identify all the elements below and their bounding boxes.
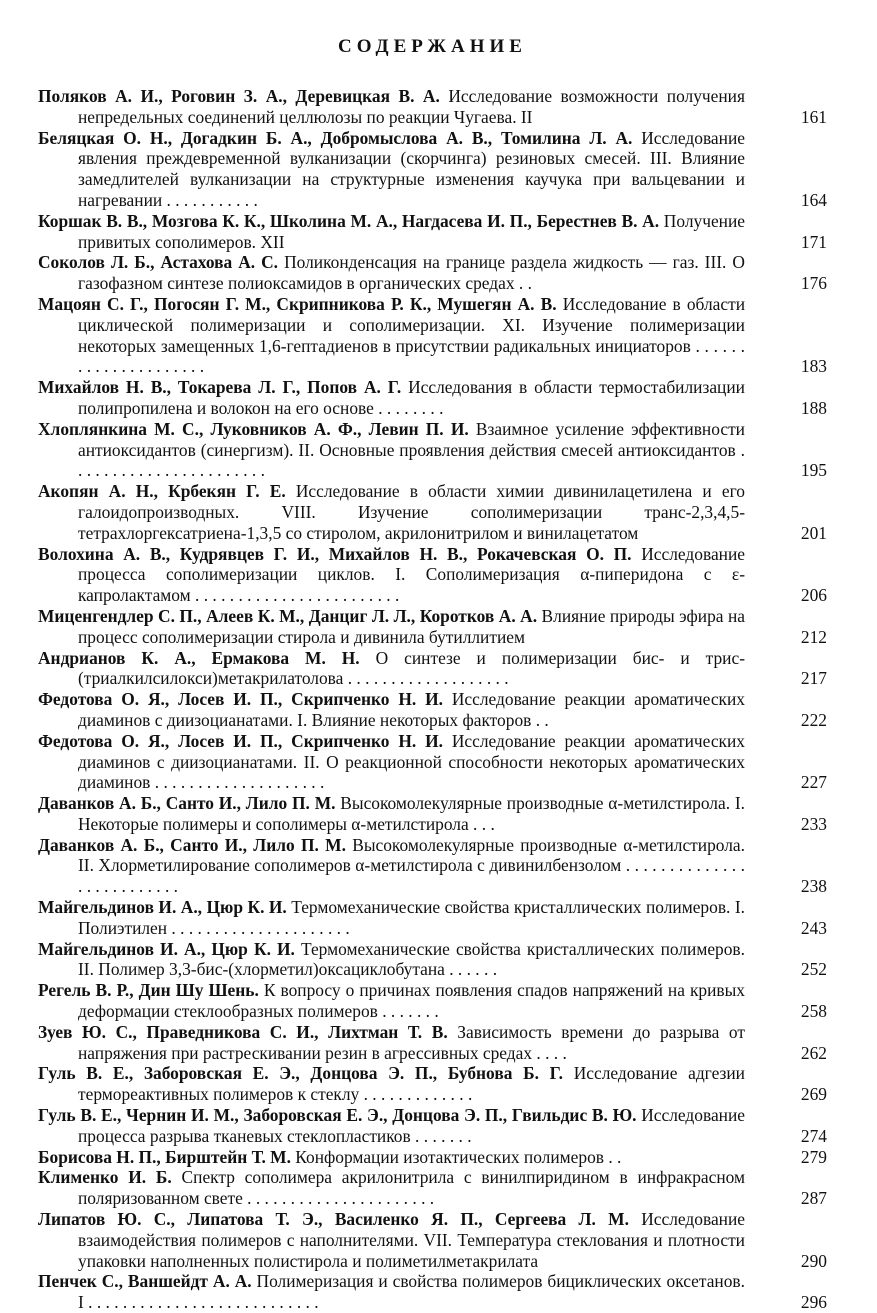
toc-entry-title: Исследование возможности получения непредельных соединений целлюлозы по реакции Чугаева. II bbox=[78, 86, 745, 127]
toc-entry-title: Полимеризация и свойства полимеров бициклических оксетанов. I . . . . . . . . . . . . . . . . . . . . . . . . . . . bbox=[78, 1271, 745, 1313]
toc-entry-title: Влияние природы эфира на процесс сополимеризации стирола и дивинила бутиллитием bbox=[78, 605, 745, 647]
toc-entry-text bbox=[38, 1105, 745, 1147]
toc-entry-title: Термомеханические свойства кристаллических полимеров. I. Полиэтилен . . . . . . . . . . . . . . . . . . . . . bbox=[78, 897, 745, 938]
toc-entry bbox=[38, 939, 827, 981]
toc-entry-text bbox=[38, 689, 745, 731]
toc-entry-page: 258 bbox=[800, 1001, 827, 1022]
toc-entry-page: 222 bbox=[800, 709, 827, 730]
toc-entry-title: Получение привитых сополимеров. XII bbox=[78, 210, 745, 252]
toc-entry-page: 274 bbox=[800, 1125, 827, 1146]
toc-entry-text bbox=[38, 648, 745, 690]
toc-entry-title: Исследование взаимодействия полимеров с наполнителями. VII. Температура стеклования и плотности упаковки наполненных полистирола и полиметилметакрилата bbox=[78, 1209, 745, 1271]
toc-entry-authors: Коршак В. В., Мозгова К. К., Школина М. А., Нагдасева И. П., Берестнев В. А. bbox=[38, 210, 660, 231]
toc-entry-title: Спектр сополимера акрилонитрила с винилпиридином в инфракрасном поляризованном свете . . . . . . . . . . . . . . . . . . . . . . bbox=[78, 1167, 746, 1209]
toc-entry bbox=[38, 544, 827, 606]
toc-entry-text bbox=[38, 128, 745, 211]
toc-entry-authors: Гуль В. Е., Чернин И. М., Заборовская Е. Э., Донцова Э. П., Гвильдис В. Ю. bbox=[38, 1105, 637, 1126]
toc-entry-authors: Гуль В. Е., Заборовская Е. Э., Донцова Э. П., Бубнова Б. Г. bbox=[38, 1063, 564, 1084]
toc-entry bbox=[38, 689, 827, 731]
toc-entry-page: 217 bbox=[800, 668, 827, 689]
toc-entry bbox=[38, 86, 827, 128]
toc-entry bbox=[38, 1209, 827, 1271]
toc-entry-page: 164 bbox=[800, 189, 827, 210]
toc-entry bbox=[38, 793, 827, 835]
toc-entry-authors: Михайлов Н. В., Токарева Л. Г., Попов А. Г. bbox=[38, 377, 402, 398]
toc-entry-text bbox=[38, 419, 745, 481]
toc-entry-text bbox=[38, 731, 745, 793]
toc-entry-title: Исследования в области термостабилизации полипропилена и волокон на его основе . . . . . . . . bbox=[78, 377, 745, 418]
toc-entry-title: К вопросу о причинах появления спадов напряжений на кривых деформации стеклообразных полимеров . . . . . . . bbox=[78, 980, 745, 1022]
toc-entry-text bbox=[38, 939, 745, 981]
toc-entry bbox=[38, 731, 827, 793]
toc-entry-authors: Мацоян С. Г., Погосян Г. М., Скрипникова Р. К., Мушегян А. В. bbox=[38, 293, 557, 314]
toc-entry bbox=[38, 252, 827, 294]
toc-entry-authors: Беляцкая О. Н., Догадкин Б. А., Добромыслова А. В., Томилина Л. А. bbox=[38, 127, 633, 148]
toc-entry-page: 227 bbox=[800, 772, 827, 793]
toc-entry-authors: Майгельдинов И. А., Цюр К. И. bbox=[38, 897, 287, 918]
toc-list bbox=[38, 86, 827, 1313]
toc-entry-title: Исследование явления преждевременной вулканизации (скорчинга) резиновых смесей. III. Влияние замедлителей вулканизации на структурные изменения каучука при вальцевании и нагревании . . . . . . . . . . . bbox=[78, 127, 745, 210]
toc-entry-text bbox=[38, 793, 745, 835]
toc-entry-title: Зависимость времени до разрыва от напряжения при растрескивании резин в агрессивных средах . . . . bbox=[78, 1021, 745, 1063]
toc-entry bbox=[38, 606, 827, 648]
toc-entry-authors: Поляков А. И., Роговин З. А., Деревицкая В. А. bbox=[38, 86, 440, 106]
toc-entry-page: 269 bbox=[800, 1084, 827, 1105]
toc-entry bbox=[38, 377, 827, 419]
toc-entry bbox=[38, 1022, 827, 1064]
toc-entry-authors: Миценгендлер С. П., Алеев К. М., Данциг Л. Л., Коротков А. А. bbox=[38, 605, 538, 626]
toc-entry-page: 252 bbox=[800, 959, 827, 980]
toc-entry-text bbox=[38, 1063, 745, 1105]
toc-entry-page: 243 bbox=[800, 917, 827, 938]
toc-entry-authors: Пенчек С., Ваншейдт А. А. bbox=[38, 1271, 252, 1292]
toc-entry-page: 238 bbox=[800, 876, 827, 897]
toc-entry-title: Исследование процесса разрыва тканевых стеклопластиков . . . . . . . bbox=[78, 1105, 745, 1146]
toc-entry-title: Исследование в области химии дивинилацетилена и его галоидопроизводных. VIII. Изучение сополимеризации транс-2,3,4,5-тетрахлоргексатриена-1,3,5 со стиролом, акрилонитрилом и винилацетатом bbox=[78, 481, 745, 543]
toc-entry bbox=[38, 211, 827, 253]
toc-entry-page: 262 bbox=[800, 1042, 827, 1063]
toc-entry-page: 233 bbox=[800, 813, 827, 834]
toc-entry-text bbox=[38, 1271, 745, 1313]
toc-entry-title: Исследование адгезии термореактивных полимеров к стеклу . . . . . . . . . . . . . bbox=[78, 1063, 745, 1105]
toc-entry-authors: Соколов Л. Б., Астахова А. С. bbox=[38, 252, 279, 273]
toc-entry-text bbox=[38, 606, 745, 648]
toc-entry-authors: Борисова Н. П., Бирштейн Т. М. bbox=[38, 1146, 291, 1167]
toc-entry-page: 290 bbox=[800, 1250, 827, 1271]
toc-entry-page: 279 bbox=[800, 1146, 827, 1167]
toc-entry bbox=[38, 1105, 827, 1147]
toc-entry-text bbox=[38, 1022, 745, 1064]
toc-entry-title: Исследование реакции ароматических диаминов с диизоцианатами. I. Влияние некоторых факторов . . bbox=[78, 689, 745, 730]
toc-entry-title: О синтезе и полимеризации бис- и трис-(триалкилсилокси)метакрилатолова . . . . . . . . . . . . . . . . . . . bbox=[78, 647, 745, 689]
toc-entry-authors: Регель В. Р., Дин Шу Шень. bbox=[38, 980, 259, 1001]
toc-entry-title: Термомеханические свойства кристаллических полимеров. II. Полимер 3,3-бис-(хлорметил)оксациклобутана . . . . . . bbox=[78, 938, 745, 980]
contents-heading: СОДЕРЖАНИЕ bbox=[338, 36, 527, 57]
toc-entry-page: 171 bbox=[800, 231, 827, 252]
toc-entry-authors: Зуев Ю. С., Праведникова С. И., Лихтман Т. В. bbox=[38, 1021, 448, 1042]
toc-entry bbox=[38, 1271, 827, 1313]
toc-entry-title: Взаимное усиление эффективности антиоксидантов (синергизм). II. Основные проявления действия смесей антиоксидантов . . . . . . . . . . . . . . . . . . . . . . . bbox=[78, 418, 745, 481]
toc-entry-title: Конформации изотактических полимеров . . bbox=[295, 1146, 622, 1167]
toc-entry-title: Исследование процесса сополимеризации циклов. I. Сополимеризация α-пиперидона с ε-капролактамом . . . . . . . . . . . . . . . . . . . . . . . . bbox=[78, 543, 745, 606]
toc-entry-authors: Липатов Ю. С., Липатова Т. Э., Василенко Я. П., Сергеева Л. М. bbox=[38, 1209, 629, 1230]
toc-entry-page: 183 bbox=[800, 356, 827, 377]
toc-entry bbox=[38, 294, 827, 377]
toc-entry-text bbox=[38, 86, 745, 128]
toc-entry-title: Исследование реакции ароматических диаминов с диизоцианатами. II. О реакционной способности некоторых ароматических диаминов . . . . . . . . . . . . . . . . . . . . bbox=[78, 730, 745, 793]
toc-entry-page: 206 bbox=[800, 585, 827, 606]
toc-entry-authors: Клименко И. Б. bbox=[38, 1167, 172, 1188]
toc-entry bbox=[38, 980, 827, 1022]
toc-entry-page: 161 bbox=[800, 106, 827, 127]
toc-entry bbox=[38, 1063, 827, 1105]
toc-entry-text bbox=[38, 1167, 745, 1209]
toc-entry-authors: Даванков А. Б., Санто И., Лило П. М. bbox=[38, 834, 346, 855]
toc-entry-authors: Волохина А. В., Кудрявцев Г. И., Михайлов Н. В., Рокачевская О. П. bbox=[38, 543, 632, 564]
toc-entry-text bbox=[38, 211, 745, 253]
toc-entry bbox=[38, 128, 827, 211]
toc-entry bbox=[38, 419, 827, 481]
toc-entry-page: 176 bbox=[800, 273, 827, 294]
toc-entry-authors: Федотова О. Я., Лосев И. П., Скрипченко Н. И. bbox=[38, 730, 443, 751]
toc-entry-authors: Андрианов К. А., Ермакова М. Н. bbox=[38, 647, 360, 668]
toc-entry bbox=[38, 897, 827, 939]
toc-entry-text bbox=[38, 544, 745, 606]
toc-entry bbox=[38, 835, 827, 897]
toc-entry bbox=[38, 1167, 827, 1209]
toc-entry-page: 212 bbox=[800, 626, 827, 647]
toc-entry-text bbox=[38, 835, 745, 897]
toc-entry-text bbox=[38, 294, 745, 377]
toc-entry-page: 188 bbox=[800, 397, 827, 418]
toc-entry-page: 195 bbox=[800, 460, 827, 481]
toc-entry-authors: Даванков А. Б., Санто И., Лило П. М. bbox=[38, 793, 336, 814]
toc-entry bbox=[38, 648, 827, 690]
toc-entry-title: Поликонденсация на границе раздела жидкость — газ. III. О газофазном синтезе полиоксамидов в органических средах . . bbox=[78, 252, 745, 294]
toc-entry-authors: Хлоплянкина М. С., Луковников А. Ф., Левин П. И. bbox=[38, 418, 469, 439]
toc-entry-title: Высокомолекулярные производные α-метилстирола. I. Некоторые полимеры и сополимеры α-метилстирола . . . bbox=[78, 793, 745, 834]
toc-entry-text bbox=[38, 1209, 745, 1271]
toc-entry-title: Исследование в области циклической полимеризации и сополимеризации. XI. Изучение полимеризации некоторых замещенных 1,6-гептадиенов в присутствии радикальных инициаторов . . . . . . . . . . . . . . . . . . . . . bbox=[78, 293, 745, 377]
toc-entry-authors: Федотова О. Я., Лосев И. П., Скрипченко Н. И. bbox=[38, 689, 443, 710]
toc-entry-page: 201 bbox=[800, 522, 827, 543]
toc-entry-authors: Акопян А. Н., Крбекян Г. Е. bbox=[38, 481, 286, 502]
toc-entry-text bbox=[38, 377, 745, 419]
toc-entry-page: 296 bbox=[800, 1292, 827, 1313]
toc-entry bbox=[38, 481, 827, 543]
toc-entry bbox=[38, 1147, 827, 1168]
toc-entry-text bbox=[38, 1147, 745, 1168]
toc-entry-page: 287 bbox=[800, 1188, 827, 1209]
toc-entry-text bbox=[38, 980, 745, 1022]
toc-entry-text bbox=[38, 252, 745, 294]
toc-entry-title: Высокомолекулярные производные α-метилстирола. II. Хлорметилирование сополимеров α-метилстирола с дивинилбензолом . . . . . . . . . . . . . . . . . . . . . . . . . . bbox=[78, 834, 745, 897]
toc-entry-text bbox=[38, 481, 745, 543]
toc-entry-authors: Майгельдинов И. А., Цюр К. И. bbox=[38, 938, 295, 959]
toc-entry-text bbox=[38, 897, 745, 939]
